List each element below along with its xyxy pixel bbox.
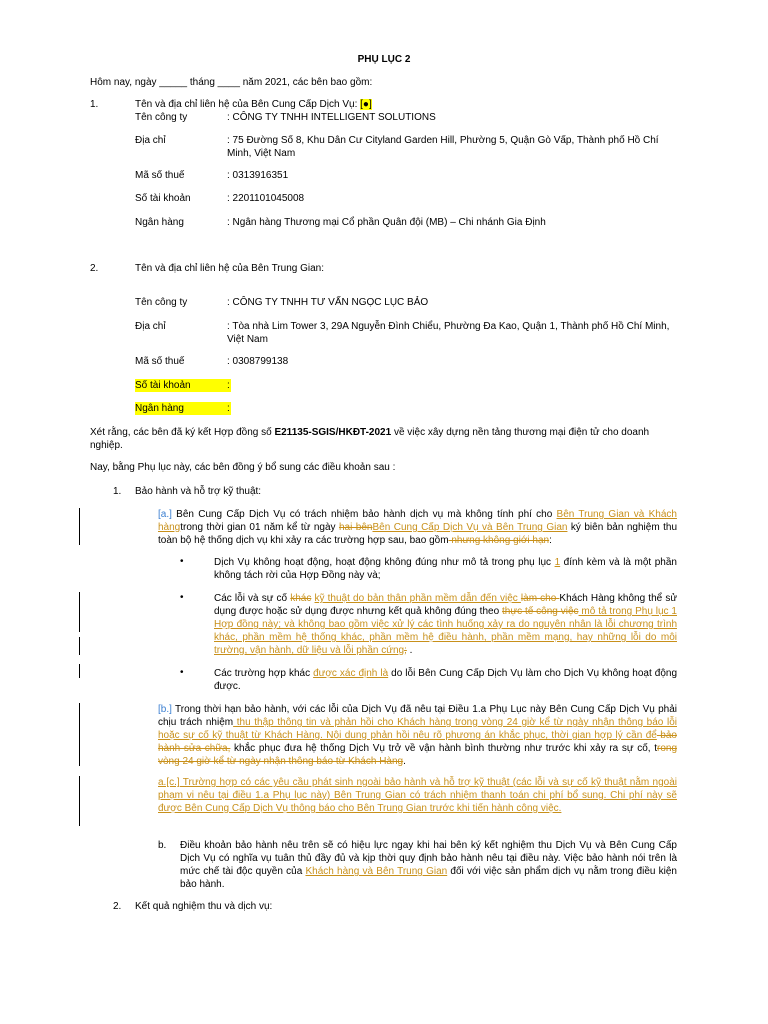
clause1-item-a-text: :	[549, 535, 552, 546]
party2-value-bank: :	[227, 403, 230, 414]
party1-label-account: Số tài khoản	[135, 193, 191, 204]
deleted-text: bảo hành sửa chữa,	[158, 730, 677, 754]
party1-number: 1.	[90, 99, 99, 110]
inserted-text: mô tả trong Phụ lục 1 Hợp đồng này; và không bao gồm việc xử lý các tình huống xảy ra do nguyên nhân là lỗi chương trình khác, phần mềm hệ thống khác, phần mềm hệ điều hành, phần mềm mạng, hay những lỗi do môi trường, vận hành, dữ liệu và lỗi phần cứng	[214, 606, 677, 656]
bullet-text: Dịch Vụ không hoạt động, hoạt động không đúng như mô tả trong phụ lục	[214, 557, 555, 568]
party2-label-tax: Mã số thuế	[135, 356, 185, 367]
whereas-paragraph	[90, 426, 678, 452]
clause1-number: 1.	[113, 486, 122, 497]
clause2-number: 2.	[113, 901, 122, 912]
party2-value-company: : CÔNG TY TNHH TƯ VẤN NGỌC LỤC BẢO	[227, 297, 429, 308]
party1-value-bank: : Ngân hàng Thương mại Cổ phần Quân đội (MB) – Chi nhánh Gia Định	[227, 217, 546, 228]
party2-value-tax: : 0308799138	[227, 356, 289, 367]
bullet-text: do lỗi Bên Cung Cấp Dịch Vụ làm cho Dịch Vụ không hoạt động được.	[214, 668, 678, 692]
deleted-text: nhưng không giới hạn	[448, 535, 550, 546]
bullet-marker: •	[180, 667, 184, 678]
party1-heading	[135, 98, 372, 111]
bullet-text: Khách Hàng không thể sử dụng được hoặc sử dụng được nhưng kết quả không đúng theo	[214, 593, 678, 617]
bullet-text: Các lỗi và sự cố	[214, 593, 291, 604]
inserted-text: kỹ thuật do bản thân phần mềm dẫn đến việc	[314, 593, 521, 604]
inserted-text: Trường hợp có các yêu cầu phát sinh ngoài bảo hành và hỗ trợ kỹ thuật (các lỗi và sự cố kỹ thuật nằm ngoài phạm vi nêu tại điều 1.a Phụ lục này) Bên Trung Gian có trách nhiệm thanh toán chi phí bổ sung. Chi phí này sẽ được Bên Cung Cấp Dịch Vụ thông báo cho Bên Trung Gian trước khi tiến hành công việc.	[158, 777, 677, 814]
deleted-text: thực tế công việc	[502, 606, 579, 617]
party1-placeholder: [●]	[360, 99, 372, 110]
party2-heading: Tên và địa chỉ liên hệ của Bên Trung Gian:	[135, 263, 325, 274]
clause1-item-a-text: Bên Cung Cấp Dịch Vụ có trách nhiệm bảo hành dịch vụ mà không tính phí cho	[171, 509, 557, 520]
deleted-text: làm cho	[520, 593, 560, 604]
clause1-item-c-label: a.[c.]	[158, 777, 180, 788]
bullet-marker: •	[180, 556, 184, 567]
whereas-text-pre: Xét rằng, các bên đã ký kết Hợp đồng số	[90, 427, 275, 438]
change-bar	[79, 592, 80, 632]
clause1-item-b	[158, 703, 677, 768]
change-bar	[79, 776, 80, 826]
party2-label-account: Số tài khoản	[135, 380, 191, 391]
intro-line: Hôm nay, ngày _____ tháng ____ năm 2021, các bên bao gồm:	[90, 77, 373, 88]
party1-value-account: : 2201101045008	[227, 193, 305, 204]
inserted-text: thu thập thông tin và phản hồi cho Khách hàng trong vòng 24 giờ kể từ ngày nhận thông báo lỗi hoặc sự cố kỹ thuật từ Khách Hàng. Nội dung phản hồi nêu rõ phương án khắc phục, thời gian hợp lý cần để	[158, 717, 677, 741]
party1-value-tax: : 0313916351	[227, 170, 289, 181]
page-title: PHỤ LỤC 2	[357, 54, 411, 65]
party2-label-bank: Ngân hàng	[135, 403, 184, 414]
clause1-item-b-text: Trong thời hạn bảo hành, với các lỗi của Dịch Vụ đã nêu tại Điều 1.a Phụ Lục này Bên Cung Cấp Dịch Vụ phải chịu trách nhiệm	[158, 704, 677, 728]
bullet-item-1	[214, 556, 677, 582]
inserted-text: được xác định là	[313, 668, 389, 679]
deleted-text: rong vòng 24 giờ kể từ ngày nhận thông báo từ Khách Hàng	[158, 743, 678, 767]
deleted-text: ;	[404, 645, 407, 656]
clause1-item-b-text: khắc phục đưa hệ thống Dịch Vụ trở về vận hành bình thường như trước khi xảy ra sự cố, t	[230, 743, 657, 754]
bullet-marker: •	[180, 592, 184, 603]
clause1-item-b-text: .	[403, 756, 406, 767]
party1-label-bank: Ngân hàng	[135, 217, 184, 228]
party1-value-address: : 75 Đường Số 8, Khu Dân Cư Cityland Garden Hill, Phường 5, Quận Gò Vấp, Thành phố Hồ Chí Minh, Việt Nam	[227, 135, 659, 159]
contract-number: E21135-SGIS/HKĐT-2021	[274, 427, 392, 438]
deleted-text: hai bên	[339, 522, 373, 533]
bullet-text: đính kèm và là một phần không tách rời của Hợp Đồng này và;	[214, 557, 677, 581]
party2-label-company: Tên công ty	[135, 297, 188, 308]
change-bar	[79, 703, 80, 766]
inserted-text: Khách hàng và Bên Trung Gian	[305, 866, 448, 877]
party2-value-account: :	[227, 380, 230, 391]
inserted-text: Bên Cung Cấp Dịch Vụ và Bên Trung Gian	[372, 522, 568, 533]
party2-value-address: : Tòa nhà Lim Tower 3, 29A Nguyễn Đình Chiểu, Phường Đa Kao, Quận 1, Thành phố Hồ Chí Minh, Việt Nam	[227, 321, 670, 345]
clause1-heading: Bảo hành và hỗ trợ kỹ thuật:	[135, 486, 262, 497]
change-bar	[79, 637, 80, 655]
party1-label-company: Tên công ty	[135, 112, 188, 123]
clause1-item-bb-label: b.	[158, 840, 167, 851]
party2-bank-highlight	[135, 402, 231, 415]
clause1-item-bb	[180, 839, 677, 891]
bullet-item-3	[214, 667, 677, 693]
party1-value-company: : CÔNG TY TNHH INTELLIGENT SOLUTIONS	[227, 112, 436, 123]
deleted-text: khác	[290, 593, 312, 604]
clause1-item-a-text: ký biên bản nghiệm thu toàn bộ hệ thống dịch vụ khi xảy ra các trường hợp sau, bao gồm	[158, 522, 678, 546]
inserted-text: 1	[554, 557, 561, 568]
party2-account-highlight	[135, 379, 231, 392]
bullet-item-2	[214, 592, 677, 657]
party2-number: 2.	[90, 263, 99, 274]
clause2-heading: Kết quả nghiệm thu và dịch vụ:	[135, 901, 273, 912]
whereas-text-post: về việc xây dựng nền tảng thương mại điện tử cho doanh nghiệp.	[90, 427, 650, 451]
change-bar	[79, 664, 80, 678]
inserted-text: Bên Trung Gian và Khách hàng	[158, 509, 677, 533]
clause1-item-c	[158, 776, 677, 815]
clause1-item-a	[158, 508, 677, 547]
amendment-intro: Nay, bằng Phụ lục này, các bên đồng ý bổ sung các điều khoản sau :	[90, 462, 396, 473]
party1-label-tax: Mã số thuế	[135, 170, 185, 181]
clause1-item-bb-text: Điều khoản bảo hành nêu trên sẽ có hiệu lực ngay khi hai bên ký kết nghiệm thu Dịch Vụ và Bên Cung Cấp Dịch Vụ có nghĩa vụ tuân thủ đầy đủ và kịp thời quy định bảo hành nêu tại điều này. Việc bảo hành nói trên là mức chế tài độc quyền của	[180, 840, 677, 877]
change-bar	[79, 508, 80, 545]
clause1-item-bb-text: đối với việc sản phẩm dịch vụ nằm trong điều kiện bảo hành.	[180, 866, 677, 890]
party1-label-address: Địa chỉ	[135, 135, 166, 146]
bullet-text: .	[406, 645, 413, 656]
clause1-item-b-label: [b.]	[158, 704, 172, 715]
bullet-text: Các trường hợp khác	[214, 668, 314, 679]
party2-label-address: Địa chỉ	[135, 321, 166, 332]
party1-heading-text: Tên và địa chỉ liên hệ của Bên Cung Cấp Dịch Vụ:	[135, 99, 361, 110]
clause1-item-a-label: [a.]	[158, 509, 172, 520]
clause1-item-a-text: trong thời gian 01 năm kể từ ngày	[180, 522, 339, 533]
